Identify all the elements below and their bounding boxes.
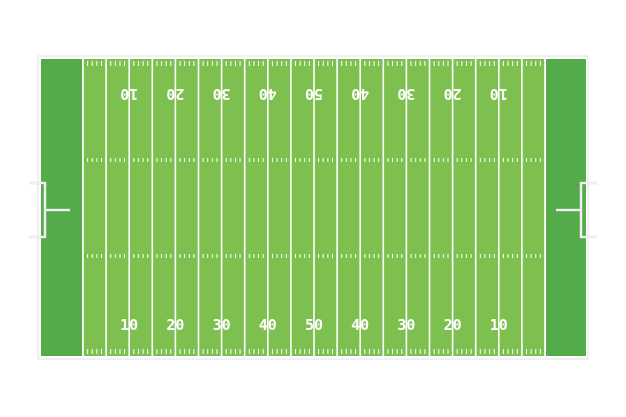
yard-number-inverted: 50	[304, 85, 324, 103]
yard-number: 20	[166, 316, 185, 334]
yard-number-inverted: 10	[120, 85, 139, 103]
yard-number-inverted: 20	[166, 85, 185, 103]
yard-number: 40	[351, 316, 370, 334]
yard-number: 40	[258, 316, 277, 334]
yard-number: 10	[120, 316, 139, 334]
top-yard-numbers	[120, 85, 508, 103]
yard-number: 50	[304, 316, 324, 334]
yard-number-inverted: 40	[258, 85, 277, 103]
yard-number-inverted: 30	[212, 85, 231, 103]
yard-number: 20	[443, 316, 462, 334]
yard-number-inverted: 30	[397, 85, 416, 103]
yard-number-inverted: 20	[443, 85, 462, 103]
left-endzone	[41, 59, 82, 356]
bottom-yard-numbers	[120, 316, 508, 334]
yard-number-inverted: 40	[351, 85, 370, 103]
yard-number: 30	[397, 316, 416, 334]
yard-number-inverted: 10	[489, 85, 508, 103]
yard-number: 10	[489, 316, 508, 334]
yard-number: 30	[212, 316, 231, 334]
